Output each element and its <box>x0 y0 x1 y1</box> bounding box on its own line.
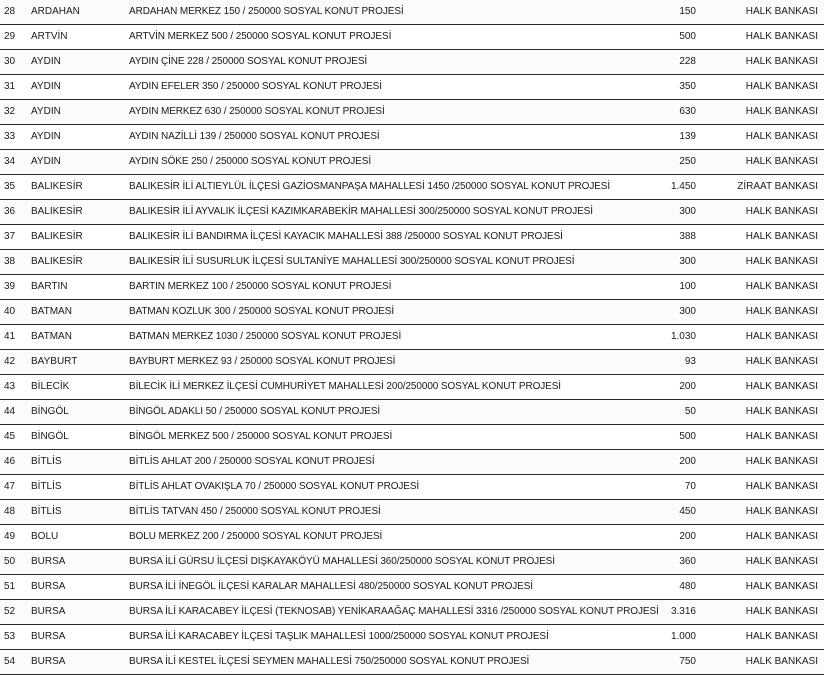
province-cell: BİNGÖL <box>31 406 69 417</box>
bank-cell: HALK BANKASI <box>745 256 818 267</box>
province-cell: BURSA <box>31 556 66 567</box>
province-cell: BAYBURT <box>31 356 78 367</box>
unit-count-cell: 93 <box>684 356 696 367</box>
unit-count-cell: 350 <box>679 81 696 92</box>
project-name-cell: BALIKESİR İLİ AYVALIK İLÇESİ KAZIMKARABEKİR MAHALLESİ 300/250000 SOSYAL KONUT PROJESİ <box>129 206 593 217</box>
row-number: 42 <box>4 356 16 367</box>
project-name-cell: BURSA İLİ KARACABEY İLÇESİ TAŞLIK MAHALLESİ 1000/250000 SOSYAL KONUT PROJESİ <box>129 631 549 642</box>
bank-cell: HALK BANKASI <box>745 306 818 317</box>
province-cell: BALIKESİR <box>31 231 83 242</box>
bank-cell: HALK BANKASI <box>745 206 818 217</box>
province-cell: AYDIN <box>31 56 61 67</box>
table-row <box>0 550 824 575</box>
table-row <box>0 400 824 425</box>
row-number: 34 <box>4 156 16 167</box>
table-row <box>0 625 824 650</box>
table-row <box>0 650 824 675</box>
project-name-cell: AYDIN SÖKE 250 / 250000 SOSYAL KONUT PROJESİ <box>129 156 372 167</box>
row-number: 37 <box>4 231 16 242</box>
bank-cell: HALK BANKASI <box>745 231 818 242</box>
table-row <box>0 475 824 500</box>
province-cell: BURSA <box>31 606 66 617</box>
province-cell: AYDIN <box>31 106 61 117</box>
row-number: 38 <box>4 256 16 267</box>
table-row <box>0 100 824 125</box>
table-row <box>0 500 824 525</box>
province-cell: AYDIN <box>31 81 61 92</box>
unit-count-cell: 100 <box>679 281 696 292</box>
row-number: 36 <box>4 206 16 217</box>
unit-count-cell: 300 <box>679 256 696 267</box>
table-row <box>0 575 824 600</box>
table-row <box>0 150 824 175</box>
bank-cell: HALK BANKASI <box>745 481 818 492</box>
bank-cell: ZİRAAT BANKASI <box>737 181 818 192</box>
unit-count-cell: 200 <box>679 456 696 467</box>
project-name-cell: BİTLİS AHLAT OVAKIŞLA 70 / 250000 SOSYAL KONUT PROJESİ <box>129 481 420 492</box>
project-name-cell: BİTLİS TATVAN 450 / 250000 SOSYAL KONUT PROJESİ <box>129 506 381 517</box>
table-row <box>0 0 824 25</box>
province-cell: BATMAN <box>31 331 72 342</box>
table-row <box>0 375 824 400</box>
row-number: 44 <box>4 406 16 417</box>
table-row <box>0 200 824 225</box>
row-number: 33 <box>4 131 16 142</box>
unit-count-cell: 480 <box>679 581 696 592</box>
unit-count-cell: 150 <box>679 6 696 17</box>
project-name-cell: AYDIN NAZİLLİ 139 / 250000 SOSYAL KONUT PROJESİ <box>129 131 380 142</box>
project-name-cell: BURSA İLİ KESTEL İLÇESİ SEYMEN MAHALLESİ 750/250000 SOSYAL KONUT PROJESİ <box>129 656 530 667</box>
table-row <box>0 75 824 100</box>
row-number: 48 <box>4 506 16 517</box>
project-name-cell: BİNGÖL MERKEZ 500 / 250000 SOSYAL KONUT PROJESİ <box>129 431 393 442</box>
unit-count-cell: 500 <box>679 431 696 442</box>
province-cell: BALIKESİR <box>31 181 83 192</box>
province-cell: BALIKESİR <box>31 256 83 267</box>
row-number: 29 <box>4 31 16 42</box>
table-row <box>0 175 824 200</box>
row-number: 51 <box>4 581 16 592</box>
bank-cell: HALK BANKASI <box>745 156 818 167</box>
table-row <box>0 525 824 550</box>
row-number: 31 <box>4 81 16 92</box>
bank-cell: HALK BANKASI <box>745 581 818 592</box>
row-number: 46 <box>4 456 16 467</box>
unit-count-cell: 228 <box>679 56 696 67</box>
province-cell: ARDAHAN <box>31 6 80 17</box>
bank-cell: HALK BANKASI <box>745 106 818 117</box>
project-name-cell: AYDIN MERKEZ 630 / 250000 SOSYAL KONUT PROJESİ <box>129 106 385 117</box>
bank-cell: HALK BANKASI <box>745 431 818 442</box>
row-number: 45 <box>4 431 16 442</box>
table-row <box>0 125 824 150</box>
project-name-cell: BATMAN KOZLUK 300 / 250000 SOSYAL KONUT PROJESİ <box>129 306 395 317</box>
row-number: 40 <box>4 306 16 317</box>
table-row <box>0 425 824 450</box>
unit-count-cell: 630 <box>679 106 696 117</box>
province-cell: BURSA <box>31 581 66 592</box>
unit-count-cell: 1.000 <box>670 631 696 642</box>
project-name-cell: BİLECİK İLİ MERKEZ İLÇESİ CUMHURİYET MAHALLESİ 200/250000 SOSYAL KONUT PROJESİ <box>129 381 561 392</box>
bank-cell: HALK BANKASI <box>745 331 818 342</box>
province-cell: BOLU <box>31 531 59 542</box>
unit-count-cell: 450 <box>679 506 696 517</box>
table-row <box>0 600 824 625</box>
bank-cell: HALK BANKASI <box>745 356 818 367</box>
province-cell: ARTVİN <box>31 31 68 42</box>
table-row <box>0 225 824 250</box>
province-cell: BİLECİK <box>31 381 70 392</box>
unit-count-cell: 200 <box>679 381 696 392</box>
bank-cell: HALK BANKASI <box>745 456 818 467</box>
unit-count-cell: 360 <box>679 556 696 567</box>
project-name-cell: BURSA İLİ İNEGÖL İLÇESİ KARALAR MAHALLESİ 480/250000 SOSYAL KONUT PROJESİ <box>129 581 533 592</box>
row-number: 53 <box>4 631 16 642</box>
row-number: 52 <box>4 606 16 617</box>
project-name-cell: AYDIN ÇİNE 228 / 250000 SOSYAL KONUT PROJESİ <box>129 56 368 67</box>
row-number: 54 <box>4 656 16 667</box>
unit-count-cell: 300 <box>679 206 696 217</box>
province-cell: AYDIN <box>31 131 61 142</box>
row-number: 47 <box>4 481 16 492</box>
bank-cell: HALK BANKASI <box>745 406 818 417</box>
project-name-cell: ARDAHAN MERKEZ 150 / 250000 SOSYAL KONUT PROJESİ <box>129 6 404 17</box>
bank-cell: HALK BANKASI <box>745 6 818 17</box>
table-row <box>0 25 824 50</box>
unit-count-cell: 200 <box>679 531 696 542</box>
bank-cell: HALK BANKASI <box>745 606 818 617</box>
bank-cell: HALK BANKASI <box>745 81 818 92</box>
project-name-cell: AYDIN EFELER 350 / 250000 SOSYAL KONUT PROJESİ <box>129 81 382 92</box>
row-number: 28 <box>4 6 16 17</box>
row-number: 50 <box>4 556 16 567</box>
province-cell: BATMAN <box>31 306 72 317</box>
project-name-cell: BALIKESİR İLİ ALTIEYLÜL İLÇESİ GAZİOSMANPAŞA MAHALLESİ 1450 /250000 SOSYAL KONUT PROJESİ <box>129 181 611 192</box>
unit-count-cell: 250 <box>679 156 696 167</box>
province-cell: BİTLİS <box>31 456 62 467</box>
unit-count-cell: 50 <box>684 406 696 417</box>
project-name-cell: BOLU MERKEZ 200 / 250000 SOSYAL KONUT PROJESİ <box>129 531 383 542</box>
project-name-cell: BALIKESİR İLİ BANDIRMA İLÇESİ KAYACIK MAHALLESİ 388 /250000 SOSYAL KONUT PROJESİ <box>129 231 563 242</box>
bank-cell: HALK BANKASI <box>745 506 818 517</box>
province-cell: BARTIN <box>31 281 68 292</box>
project-name-cell: BATMAN MERKEZ 1030 / 250000 SOSYAL KONUT PROJESİ <box>129 331 402 342</box>
project-name-cell: BAYBURT MERKEZ 93 / 250000 SOSYAL KONUT PROJESİ <box>129 356 396 367</box>
table-row <box>0 325 824 350</box>
bank-cell: HALK BANKASI <box>745 56 818 67</box>
bank-cell: HALK BANKASI <box>745 531 818 542</box>
project-name-cell: BALIKESİR İLİ SUSURLUK İLÇESİ SULTANİYE MAHALLESİ 300/250000 SOSYAL KONUT PROJESİ <box>129 256 575 267</box>
row-number: 30 <box>4 56 16 67</box>
province-cell: BİTLİS <box>31 481 62 492</box>
province-cell: BALIKESİR <box>31 206 83 217</box>
unit-count-cell: 1.450 <box>670 181 696 192</box>
bank-cell: HALK BANKASI <box>745 131 818 142</box>
unit-count-cell: 3.316 <box>670 606 696 617</box>
project-name-cell: BURSA İLİ KARACABEY İLÇESİ (TEKNOSAB) YENİKARAAĞAÇ MAHALLESİ 3316 /250000 SOSYAL KONUT PROJESİ <box>129 606 659 617</box>
row-number: 39 <box>4 281 16 292</box>
bank-cell: HALK BANKASI <box>745 281 818 292</box>
province-cell: BURSA <box>31 631 66 642</box>
unit-count-cell: 750 <box>679 656 696 667</box>
table-row <box>0 275 824 300</box>
project-name-cell: ARTVİN MERKEZ 500 / 250000 SOSYAL KONUT PROJESİ <box>129 31 392 42</box>
table-row <box>0 250 824 275</box>
bank-cell: HALK BANKASI <box>745 656 818 667</box>
unit-count-cell: 1.030 <box>670 331 696 342</box>
table-row <box>0 450 824 475</box>
row-number: 43 <box>4 381 16 392</box>
unit-count-cell: 139 <box>679 131 696 142</box>
project-name-cell: BİTLİS AHLAT 200 / 250000 SOSYAL KONUT PROJESİ <box>129 456 375 467</box>
table-row <box>0 350 824 375</box>
province-cell: AYDIN <box>31 156 61 167</box>
row-number: 49 <box>4 531 16 542</box>
row-number: 32 <box>4 106 16 117</box>
bank-cell: HALK BANKASI <box>745 381 818 392</box>
project-name-cell: BARTIN MERKEZ 100 / 250000 SOSYAL KONUT PROJESİ <box>129 281 392 292</box>
table-row <box>0 50 824 75</box>
row-number: 35 <box>4 181 16 192</box>
project-name-cell: BİNGÖL ADAKLI 50 / 250000 SOSYAL KONUT PROJESİ <box>129 406 381 417</box>
table-row <box>0 300 824 325</box>
unit-count-cell: 500 <box>679 31 696 42</box>
row-number: 41 <box>4 331 16 342</box>
province-cell: BURSA <box>31 656 66 667</box>
bank-cell: HALK BANKASI <box>745 31 818 42</box>
unit-count-cell: 300 <box>679 306 696 317</box>
province-cell: BİNGÖL <box>31 431 69 442</box>
bank-cell: HALK BANKASI <box>745 556 818 567</box>
unit-count-cell: 388 <box>679 231 696 242</box>
bank-cell: HALK BANKASI <box>745 631 818 642</box>
project-name-cell: BURSA İLİ GÜRSU İLÇESİ DIŞKAYAKÖYÜ MAHALLESİ 360/250000 SOSYAL KONUT PROJESİ <box>129 556 555 567</box>
unit-count-cell: 70 <box>684 481 696 492</box>
province-cell: BİTLİS <box>31 506 62 517</box>
